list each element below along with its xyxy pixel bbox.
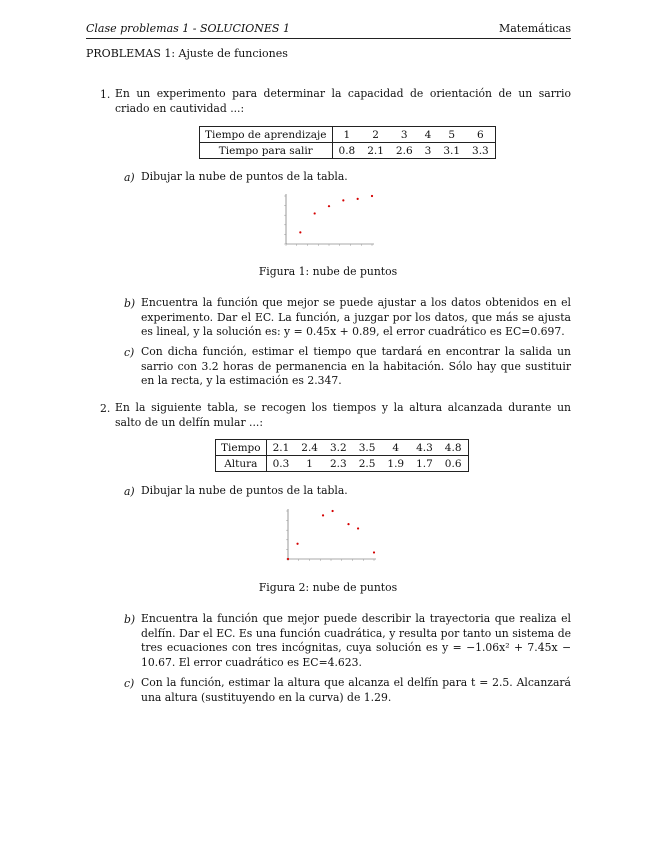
table-header-cell: Tiempo [216, 440, 267, 456]
table-cell: 3.3 [466, 143, 495, 159]
header-course-title: Clase problemas 1 - SOLUCIONES 1 [86, 22, 290, 35]
table-header-cell: Altura [216, 456, 267, 472]
table-cell: 0.6 [439, 456, 468, 472]
table-cell: 1.9 [381, 456, 410, 472]
data-point [373, 551, 375, 553]
data-point [357, 527, 359, 529]
data-point [299, 231, 301, 233]
figure-2-scatter [280, 507, 380, 567]
problem-1-table [199, 126, 496, 159]
table-row [216, 440, 469, 456]
figure-1-scatter [278, 192, 378, 252]
problem-2-b-label: b) [124, 613, 136, 626]
table-cell: 2.5 [353, 456, 382, 472]
data-point [287, 558, 289, 560]
problem-1-c-label: c) [124, 346, 135, 359]
figure-2-caption: Figura 2: nube de puntos [258, 581, 398, 594]
table-cell: 2 [361, 127, 390, 143]
table-cell: 6 [466, 127, 495, 143]
table-cell: 3 [390, 127, 419, 143]
data-point [328, 205, 330, 207]
table-cell: 4.8 [439, 440, 468, 456]
problem-1-number: 1. [100, 88, 111, 101]
problem-2-c-label: c) [124, 677, 135, 690]
data-point [347, 523, 349, 525]
figure-1-caption: Figura 1: nube de puntos [258, 265, 398, 278]
table-cell: 0.3 [266, 456, 295, 472]
table-cell: 3.2 [324, 440, 353, 456]
table-header-cell: Tiempo para salir [200, 143, 333, 159]
table-row [216, 456, 469, 472]
table-row [200, 143, 496, 159]
data-point [371, 195, 373, 197]
table-cell: 3 [419, 143, 438, 159]
page-header [86, 22, 571, 38]
table-cell: 1.7 [410, 456, 439, 472]
problem-1-statement: En un experimento para determinar la capacidad de orientación de un sarrio criado en cautividad ...: [115, 87, 571, 115]
table-cell: 3.1 [437, 143, 466, 159]
table-cell: 2.1 [266, 440, 295, 456]
section-title: PROBLEMAS 1: Ajuste de funciones [86, 47, 288, 60]
problem-1-c-text: Con dicha función, estimar el tiempo que tardará en encontrar la salida un sarrio con 3.2 horas de permanencia en la habitación. Sólo hay que sustituir en la recta, y la estimación es 2.347. [141, 345, 571, 387]
header-rule [86, 38, 571, 39]
data-point [331, 510, 333, 512]
problem-2-statement: En la siguiente tabla, se recogen los tiempos y la altura alcanzada durante un salto de un delfín mular ...: [115, 401, 571, 429]
problem-1-b-label: b) [124, 297, 136, 310]
problem-2-a-label: a) [124, 485, 135, 498]
table-cell: 2.4 [295, 440, 324, 456]
table-cell: 4.3 [410, 440, 439, 456]
problem-1-b-text: Encuentra la función que mejor se puede ajustar a los datos obtenidos en el experimento. Dar el EC. La función, a juzgar por los datos, que más se ajusta es lineal, y la solución es: y = 0.45x + 0.89, el error cuadrático es EC=0.697. [141, 296, 571, 338]
problem-2-a-text: Dibujar la nube de puntos de la tabla. [141, 484, 348, 497]
table-cell: 0.8 [332, 143, 361, 159]
data-point [342, 199, 344, 201]
data-point [296, 543, 298, 545]
table-cell: 1 [295, 456, 324, 472]
table-cell: 5 [437, 127, 466, 143]
problem-2-b-text: Encuentra la función que mejor puede describir la trayectoria que realiza el delfín. Dar el EC. Es una función cuadrática, y resulta por tanto un sistema de tres ecuaciones con tres incógnitas, cuya solución es y = −1.06x² + 7.45x − 10.67. El error cuadrático es EC=4.623. [141, 612, 571, 669]
data-point [314, 212, 316, 214]
table-cell: 2.6 [390, 143, 419, 159]
table-cell: 4 [381, 440, 410, 456]
table-cell: 2.1 [361, 143, 390, 159]
problem-2-c-text: Con la función, estimar la altura que alcanza el delfín para t = 2.5. Alcanzará una altura (sustituyendo en la curva) de 1.29. [141, 676, 571, 704]
table-row [200, 127, 496, 143]
data-point [322, 514, 324, 516]
table-cell: 4 [419, 127, 438, 143]
table-cell: 3.5 [353, 440, 382, 456]
table-cell: 1 [332, 127, 361, 143]
header-subject: Matemáticas [498, 22, 571, 35]
table-header-cell: Tiempo de aprendizaje [200, 127, 333, 143]
problem-1-a-text: Dibujar la nube de puntos de la tabla. [141, 170, 348, 183]
data-point [357, 198, 359, 200]
problem-2-table [215, 439, 469, 472]
problem-2-number: 2. [100, 402, 111, 415]
table-cell: 2.3 [324, 456, 353, 472]
problem-1-a-label: a) [124, 171, 135, 184]
